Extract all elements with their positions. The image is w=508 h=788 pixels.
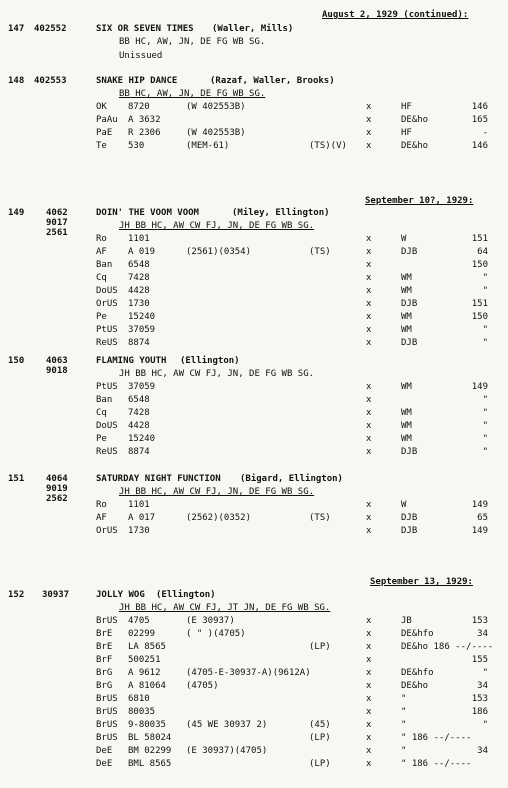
catalog-number: BL 58024	[128, 733, 172, 743]
check-mark: x	[366, 141, 372, 151]
page-ref: 149	[471, 382, 488, 392]
check-mark: x	[366, 434, 372, 444]
matrix-line: 2562	[46, 494, 68, 504]
tune-title: SATURDAY NIGHT FUNCTION	[96, 474, 221, 484]
issue-label: Cq	[96, 273, 107, 283]
page-ref: 151	[471, 234, 488, 244]
check-mark: x	[366, 746, 372, 756]
catalog-number: 8874	[128, 447, 150, 457]
check-mark: x	[366, 447, 372, 457]
check-mark: x	[366, 733, 372, 743]
tune-title: DOIN' THE VOOM VOOM	[96, 208, 199, 218]
matrix-note: (E 30937)	[186, 616, 235, 626]
composers: (Ellington)	[180, 356, 240, 366]
issue-label: Ro	[96, 234, 107, 244]
matrix-note: (E 30937)(4705)	[186, 746, 268, 756]
catalog-number: 1730	[128, 526, 150, 536]
source: DE&hfo	[401, 629, 434, 639]
issue-label: Cq	[96, 408, 107, 418]
matrix-note: (2562)(0352)	[186, 513, 252, 523]
check-mark: x	[366, 513, 372, 523]
catalog-number: 4428	[128, 421, 150, 431]
source: "	[401, 694, 407, 704]
session-number: 148	[8, 76, 25, 86]
page-ref: "	[482, 338, 488, 348]
catalog-number: 1730	[128, 299, 150, 309]
catalog-number: 4705	[128, 616, 150, 626]
issue-label: PaAu	[96, 115, 118, 125]
source: HF	[401, 128, 412, 138]
tune-title: JOLLY WOG	[96, 590, 145, 600]
catalog-number: A 81064	[128, 681, 166, 691]
catalog-number: 7428	[128, 408, 150, 418]
issue-row	[0, 668, 508, 681]
status-note: Unissued	[119, 51, 163, 61]
source: "	[401, 707, 407, 717]
matrix-line: 9017	[46, 218, 68, 228]
check-mark: x	[366, 128, 372, 138]
issue-row	[0, 338, 508, 351]
catalog-number: 37059	[128, 325, 156, 335]
check-mark: x	[366, 421, 372, 431]
composers: (Razaf, Waller, Brooks)	[210, 76, 335, 86]
check-mark: x	[366, 707, 372, 717]
check-mark: x	[366, 338, 372, 348]
check-mark: x	[366, 273, 372, 283]
page-ref: 165	[471, 115, 488, 125]
date-header-aug: August 2, 1929 (continued):	[322, 10, 469, 20]
issue-row	[0, 141, 508, 154]
matrix-note: (4705-E-30937-A)(9612A)	[186, 668, 311, 678]
check-mark: x	[366, 395, 372, 405]
issue-row	[0, 526, 508, 539]
check-mark: x	[366, 694, 372, 704]
tune-title: SNAKE HIP DANCE	[96, 76, 178, 86]
date-header-sep10: September 10?, 1929:	[365, 196, 474, 206]
check-mark: x	[366, 286, 372, 296]
issue-label: DoUS	[96, 286, 118, 296]
page-ref: 186	[471, 707, 488, 717]
issue-label: BrUS	[96, 733, 118, 743]
page-ref: 153	[471, 694, 488, 704]
issue-row	[0, 312, 508, 325]
check-mark: x	[366, 642, 372, 652]
matrix-number: 402553	[34, 76, 67, 86]
check-mark: x	[366, 115, 372, 125]
source: DJB	[401, 447, 418, 457]
source: WM	[401, 434, 412, 444]
issue-row	[0, 707, 508, 720]
issue-row	[0, 247, 508, 260]
issue-row	[0, 128, 508, 141]
session-number: 151	[8, 474, 25, 484]
issue-row	[0, 421, 508, 434]
page-ref: 151	[471, 299, 488, 309]
format-tag: (TS)	[309, 247, 331, 257]
issue-label: Ro	[96, 500, 107, 510]
catalog-number: 6548	[128, 395, 150, 405]
issue-label: AF	[96, 247, 107, 257]
issue-row	[0, 655, 508, 668]
format-tag: (TS)	[309, 513, 331, 523]
catalog-number: 1101	[128, 234, 150, 244]
matrix-line: 4062	[46, 208, 68, 218]
issue-row	[0, 629, 508, 642]
composers: (Miley, Ellington)	[232, 208, 330, 218]
page-ref: 64	[477, 247, 488, 257]
catalog-number: BM 02299	[128, 746, 172, 756]
issue-row	[0, 234, 508, 247]
issue-label: PtUS	[96, 325, 118, 335]
matrix-note: (W 402553B)	[186, 128, 246, 138]
personnel: JH BB HC, AW CW FJ, JN, DE FG WB SG.	[119, 221, 315, 231]
catalog-number: 500251	[128, 655, 161, 665]
issue-label: Ban	[96, 395, 113, 405]
issue-row	[0, 395, 508, 408]
page-ref: 34	[477, 629, 488, 639]
page-ref: 150	[471, 260, 488, 270]
source: W	[401, 500, 407, 510]
format-tag: (TS)(V)	[309, 141, 347, 151]
catalog-number: 6548	[128, 260, 150, 270]
page-ref: 150	[471, 312, 488, 322]
catalog-number: 15240	[128, 434, 156, 444]
issue-label: BrUS	[96, 694, 118, 704]
issue-row	[0, 102, 508, 115]
page-ref: 146	[471, 102, 488, 112]
matrix-line: 9019	[46, 484, 68, 494]
catalog-number: 80035	[128, 707, 156, 717]
issue-label: PtUS	[96, 382, 118, 392]
issue-row	[0, 260, 508, 273]
issue-label: DeE	[96, 759, 113, 769]
source: "	[401, 720, 407, 730]
catalog-number: 7428	[128, 273, 150, 283]
session-number: 149	[8, 208, 25, 218]
catalog-number: A 3632	[128, 115, 161, 125]
source: "	[401, 746, 407, 756]
issue-label: OK	[96, 102, 107, 112]
catalog-number: BML 8565	[128, 759, 172, 769]
check-mark: x	[366, 629, 372, 639]
page-ref: 146	[471, 141, 488, 151]
personnel: JH BB HC, AW CW FJ, JN, DE FG WB SG.	[119, 369, 315, 379]
personnel: JH BB HC, AW CW FJ, JN, DE FG WB SG.	[119, 487, 315, 497]
source: DE&ho	[401, 681, 429, 691]
catalog-number: 4428	[128, 286, 150, 296]
personnel: BB HC, AW, JN, DE FG WB SG.	[119, 37, 266, 47]
issue-label: OrUS	[96, 526, 118, 536]
matrix-line: 9018	[46, 366, 68, 376]
check-mark: x	[366, 312, 372, 322]
catalog-number: 02299	[128, 629, 156, 639]
check-mark: x	[366, 299, 372, 309]
catalog-number: 8874	[128, 338, 150, 348]
matrix-note: (2561)(0354)	[186, 247, 252, 257]
issue-row	[0, 759, 508, 772]
check-mark: x	[366, 681, 372, 691]
issue-label: DeE	[96, 746, 113, 756]
matrix-note: (W 402553B)	[186, 102, 246, 112]
issue-label: BrUS	[96, 616, 118, 626]
catalog-number: A 017	[128, 513, 156, 523]
check-mark: x	[366, 260, 372, 270]
source: " 186 --/----	[401, 759, 472, 769]
source: DJB	[401, 247, 418, 257]
tune-title: FLAMING YOUTH	[96, 356, 167, 366]
issue-label: BrE	[96, 629, 113, 639]
check-mark: x	[366, 759, 372, 769]
format-tag: (LP)	[309, 642, 331, 652]
issue-row	[0, 616, 508, 629]
source: DJB	[401, 338, 418, 348]
issue-label: BrE	[96, 642, 113, 652]
matrix-line: 2561	[46, 228, 68, 238]
source: WM	[401, 325, 412, 335]
page-ref: "	[482, 421, 488, 431]
issue-label: BrF	[96, 655, 113, 665]
composers: (Waller, Mills)	[212, 24, 294, 34]
issue-row	[0, 733, 508, 746]
check-mark: x	[366, 655, 372, 665]
page-ref: 65	[477, 513, 488, 523]
page-ref: 155	[471, 655, 488, 665]
source: W	[401, 234, 407, 244]
issue-label: AF	[96, 513, 107, 523]
source: DE&hfo	[401, 668, 434, 678]
source: WM	[401, 382, 412, 392]
page-ref: -	[482, 128, 488, 138]
format-tag: (LP)	[309, 759, 331, 769]
catalog-number: LA 8565	[128, 642, 166, 652]
page-ref: "	[482, 720, 488, 730]
matrix-number: 402552	[34, 24, 67, 34]
issue-row	[0, 434, 508, 447]
page-ref: "	[482, 668, 488, 678]
catalog-number: A 019	[128, 247, 156, 257]
page-ref: "	[482, 434, 488, 444]
issue-row	[0, 299, 508, 312]
issue-row	[0, 642, 508, 655]
issue-label: BrUS	[96, 707, 118, 717]
page-ref: 153	[471, 616, 488, 626]
check-mark: x	[366, 408, 372, 418]
source: DE&ho	[401, 115, 429, 125]
source: HF	[401, 102, 412, 112]
matrix-note: (4705)	[186, 681, 219, 691]
issue-row	[0, 720, 508, 733]
format-tag: (45)	[309, 720, 331, 730]
matrix-note: (MEM-61)	[186, 141, 230, 151]
matrix-stack	[46, 356, 68, 376]
catalog-number: A 9612	[128, 668, 161, 678]
issue-row	[0, 447, 508, 460]
check-mark: x	[366, 234, 372, 244]
page-ref: "	[482, 325, 488, 335]
check-mark: x	[366, 720, 372, 730]
date-header-sep13: September 13, 1929:	[370, 577, 473, 587]
page-ref: 149	[471, 526, 488, 536]
source: WM	[401, 421, 412, 431]
source: DJB	[401, 513, 418, 523]
issue-label: BrG	[96, 668, 113, 678]
check-mark: x	[366, 526, 372, 536]
issue-label: Te	[96, 141, 107, 151]
check-mark: x	[366, 247, 372, 257]
catalog-number: 9-80035	[128, 720, 166, 730]
page-ref: "	[482, 447, 488, 457]
catalog-number: 530	[128, 141, 145, 151]
session-number: 152	[8, 590, 25, 600]
page-ref: "	[482, 395, 488, 405]
catalog-number: 1101	[128, 500, 150, 510]
issue-row	[0, 408, 508, 421]
session-number: 147	[8, 24, 25, 34]
issue-row	[0, 681, 508, 694]
page-ref: "	[482, 273, 488, 283]
composers: (Ellington)	[156, 590, 216, 600]
matrix-line: 4064	[46, 474, 68, 484]
page-ref: "	[482, 408, 488, 418]
issue-row	[0, 115, 508, 128]
personnel: JH BB HC, AW CW FJ, JT JN, DE FG WB SG.	[119, 603, 331, 613]
issue-label: DoUS	[96, 421, 118, 431]
personnel: BB HC, AW, JN, DE FG WB SG.	[119, 89, 266, 99]
issue-label: ReUS	[96, 447, 118, 457]
issue-row	[0, 513, 508, 526]
source: WM	[401, 286, 412, 296]
issue-row	[0, 286, 508, 299]
catalog-number: 6810	[128, 694, 150, 704]
source: WM	[401, 273, 412, 283]
catalog-number: 37059	[128, 382, 156, 392]
source: JB	[401, 616, 412, 626]
page-ref: 34	[477, 746, 488, 756]
page-ref: "	[482, 286, 488, 296]
check-mark: x	[366, 668, 372, 678]
source: WM	[401, 312, 412, 322]
source: " 186 --/----	[401, 733, 472, 743]
check-mark: x	[366, 500, 372, 510]
issue-row	[0, 500, 508, 513]
page-ref: 149	[471, 500, 488, 510]
page-ref: 34	[477, 681, 488, 691]
source: DE&ho	[401, 141, 429, 151]
tune-title: SIX OR SEVEN TIMES	[96, 24, 194, 34]
issue-label: BrG	[96, 681, 113, 691]
check-mark: x	[366, 382, 372, 392]
check-mark: x	[366, 102, 372, 112]
issue-label: ReUS	[96, 338, 118, 348]
matrix-line: 4063	[46, 356, 68, 366]
issue-label: Pe	[96, 434, 107, 444]
issue-row	[0, 694, 508, 707]
matrix-number: 30937	[42, 590, 70, 600]
format-tag: (LP)	[309, 733, 331, 743]
issue-label: BrUS	[96, 720, 118, 730]
issue-label: Pe	[96, 312, 107, 322]
issue-row	[0, 325, 508, 338]
matrix-note: (45 WE 30937 2)	[186, 720, 268, 730]
issue-label: PaE	[96, 128, 113, 138]
matrix-note: ( " )(4705)	[186, 629, 246, 639]
source: DE&ho 186 --/----	[401, 642, 494, 652]
issue-label: OrUS	[96, 299, 118, 309]
issue-label: Ban	[96, 260, 113, 270]
catalog-number: R 2306	[128, 128, 161, 138]
check-mark: x	[366, 616, 372, 626]
source: DJB	[401, 526, 418, 536]
issue-row	[0, 382, 508, 395]
check-mark: x	[366, 325, 372, 335]
issue-row	[0, 273, 508, 286]
issue-row	[0, 746, 508, 759]
composers: (Bigard, Ellington)	[240, 474, 343, 484]
catalog-number: 8720	[128, 102, 150, 112]
catalog-number: 15240	[128, 312, 156, 322]
source: WM	[401, 408, 412, 418]
source: DJB	[401, 299, 418, 309]
session-number: 150	[8, 356, 25, 366]
